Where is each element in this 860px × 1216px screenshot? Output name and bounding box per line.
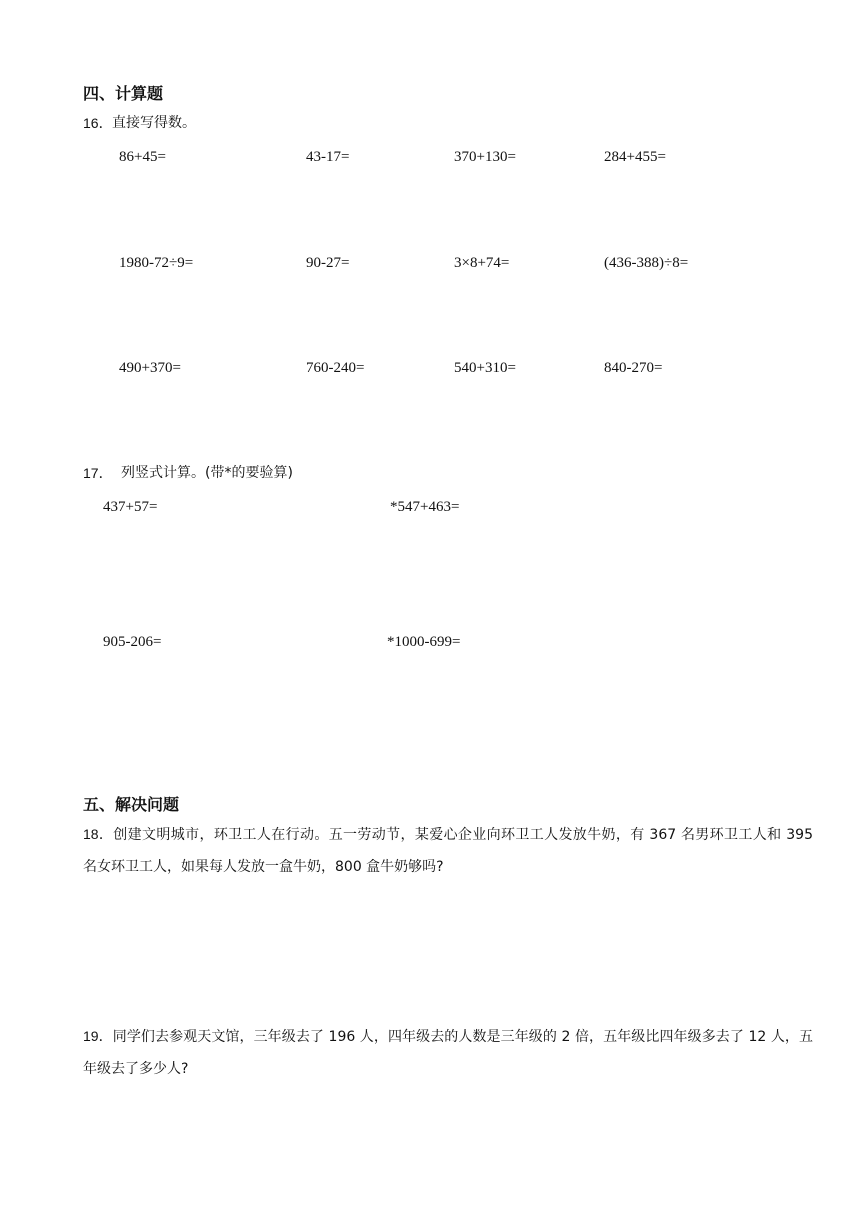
- mental-math-item: 284+455=: [604, 149, 666, 165]
- mental-math-item: (436-388)÷8=: [604, 255, 689, 271]
- question-16-number: 16．: [83, 115, 113, 131]
- section-title-problem-solving: 五、解决问题: [83, 795, 180, 814]
- column-calc-item: 437+57=: [103, 499, 158, 515]
- question-19-text: 同学们去参观天文馆，三年级去了 196 人，四年级去的人数是三年级的 2 倍，五年级比四年级多去了 12 人，五年级去了多少人?: [83, 1029, 813, 1077]
- mental-math-item: 86+45=: [119, 149, 166, 165]
- mental-math-item: 540+310=: [454, 360, 516, 376]
- column-calc-item: *547+463=: [390, 499, 460, 515]
- question-19: [83, 1020, 813, 1085]
- question-18: [83, 818, 813, 883]
- question-16-prompt: 直接写得数。: [112, 115, 196, 131]
- mental-math-item: 370+130=: [454, 149, 516, 165]
- mental-math-item: 90-27=: [306, 255, 350, 271]
- question-18-text: 创建文明城市，环卫工人在行动。五一劳动节，某爱心企业向环卫工人发放牛奶，有 367 名男环卫工人和 395 名女环卫工人，如果每人发放一盒牛奶，800 盒牛奶够吗?: [83, 827, 813, 875]
- mental-math-item: 760-240=: [306, 360, 365, 376]
- column-calc-item: 905-206=: [103, 634, 162, 650]
- section-title-calculation: 四、计算题: [83, 84, 164, 103]
- mental-math-item: 3×8+74=: [454, 255, 510, 271]
- column-calc-item: *1000-699=: [387, 634, 461, 650]
- mental-math-item: 43-17=: [306, 149, 350, 165]
- mental-math-item: 1980-72÷9=: [119, 255, 194, 271]
- question-17-prompt: 列竖式计算。(带*的要验算): [121, 465, 293, 481]
- question-17-number: 17．: [83, 465, 113, 481]
- mental-math-item: 490+370=: [119, 360, 181, 376]
- question-19-number: 19．: [83, 1028, 113, 1044]
- question-18-number: 18．: [83, 826, 114, 842]
- mental-math-item: 840-270=: [604, 360, 663, 376]
